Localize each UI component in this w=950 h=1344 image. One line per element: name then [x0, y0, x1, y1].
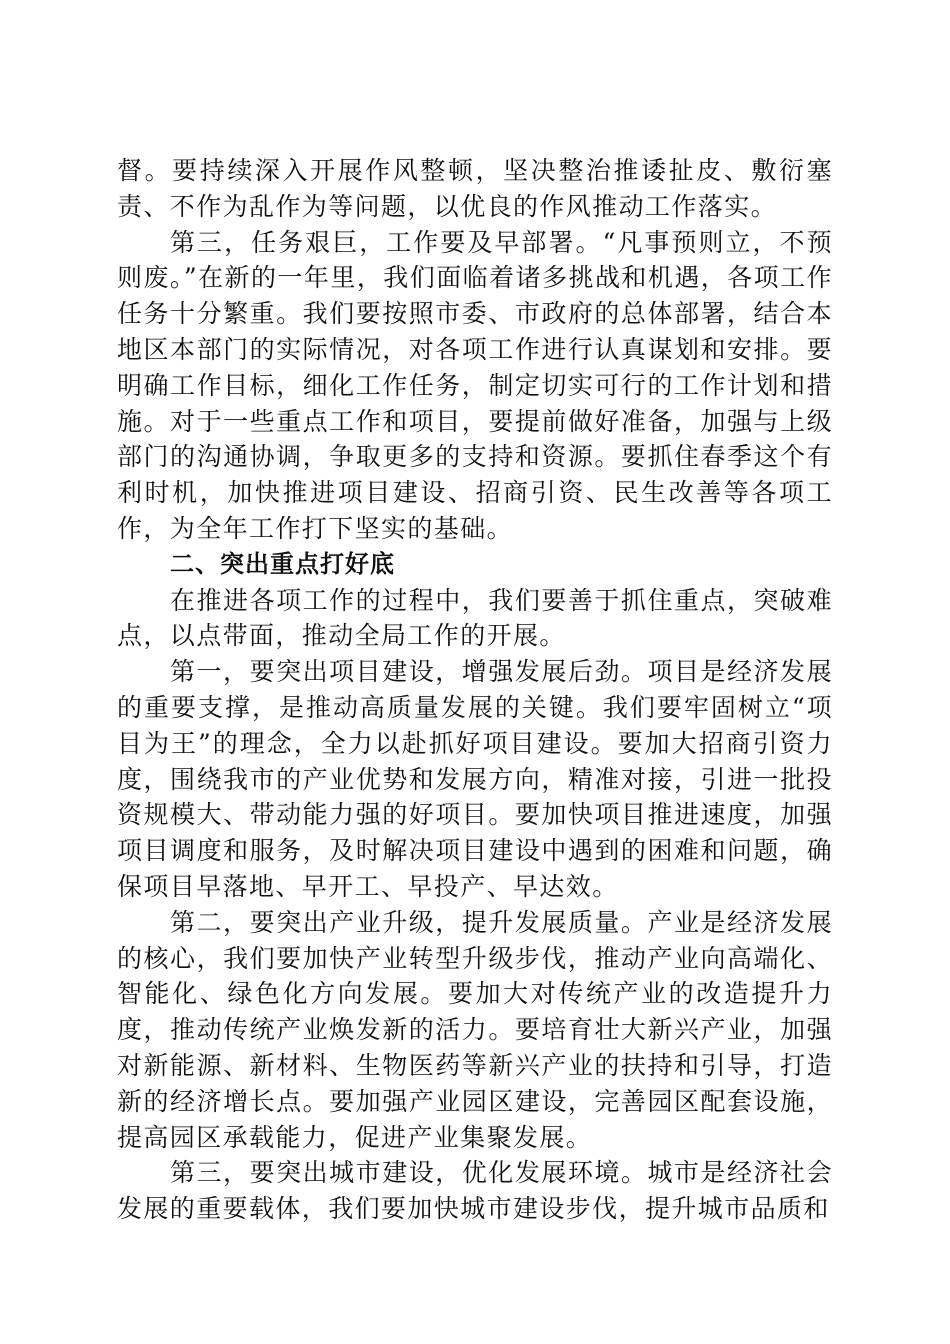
section-heading: 二、突出重点打好底	[170, 549, 395, 578]
paragraph-task-planning: 第三，任务艰巨，工作要及早部署。“凡事预则立，不预则废。”在新的一年里，我们面临着诸多挑战和机遇，各项工作任务十分繁重。我们要按照市委、市政府的总体部署，结合本地区本部门的实际情况，对各项工作进行认真谋划和安排。要明确工作目标，细化工作任务，制定切实可行的工作计划和措施。对于一些重点工作和项目，要提前做好准备，加强与上级部门的沟通协调，争取更多的支持和资源。要抓住春季这个有利时机，加快推进项目建设、招商引资、民生改善等各项工作，为全年工作打下坚实的基础。	[117, 227, 833, 543]
paragraph-city-construction: 第三，要突出城市建设，优化发展环境。城市是经济社会发展的重要载体，我们要加快城市建设步伐，提升城市品质和	[117, 1158, 833, 1224]
paragraph-continuation: 督。要持续深入开展作风整顿，坚决整治推诿扯皮、敷衍塞责、不作为乱作为等问题，以优良的作风推动工作落实。	[117, 156, 833, 221]
document-page	[117, 153, 833, 1227]
paragraph-intro: 在推进各项工作的过程中，我们要善于抓住重点，突破难点，以点带面，推动全局工作的开展。	[117, 585, 833, 651]
paragraph-industry-upgrade: 第二，要突出产业升级，提升发展质量。产业是经济发展的核心，我们要加快产业转型升级步伐，推动产业向高端化、智能化、绿色化方向发展。要加大对传统产业的改造提升力度，推动传统产业焕发新的活力。要培育壮大新兴产业，加强对新能源、新材料、生物医药等新兴产业的扶持和引导，打造新的经济增长点。要加强产业园区建设，完善园区配套设施，提高园区承载能力，促进产业集聚发展。	[117, 907, 833, 1152]
paragraph-project-construction: 第一，要突出项目建设，增强发展后劲。项目是经济发展的重要支撑，是推动高质量发展的关键。我们要牢固树立“项目为王”的理念，全力以赴抓好项目建设。要加大招商引资力度，围绕我市的产业优势和发展方向，精准对接，引进一批投资规模大、带动能力强的好项目。要加快项目推进速度，加强项目调度和服务，及时解决项目建设中遇到的困难和问题，确保项目早落地、早开工、早投产、早达效。	[117, 657, 833, 901]
